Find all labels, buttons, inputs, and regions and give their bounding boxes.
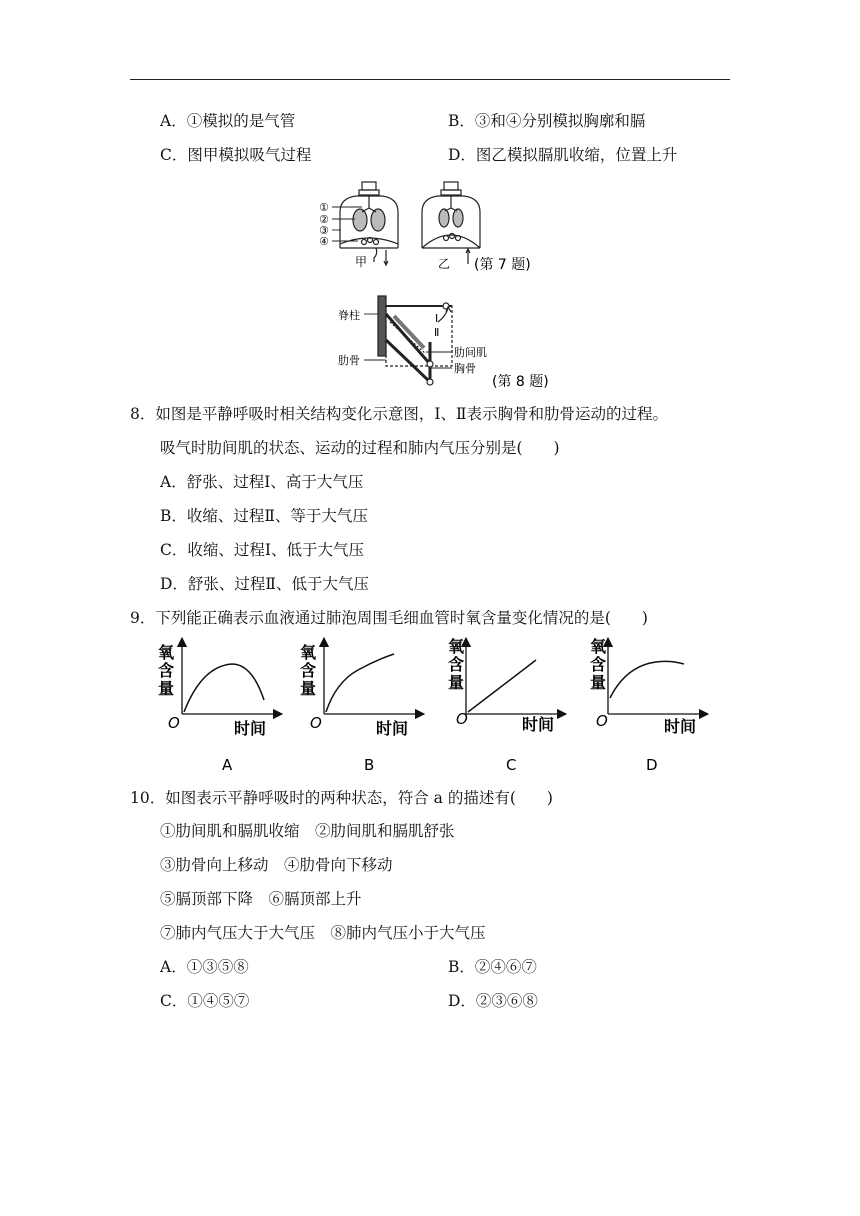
- q10-stem: 10．如图表示平静呼吸时的两种状态，符合 a 的描述有( ): [130, 789, 553, 807]
- figure-8-rib-model: [334, 292, 564, 392]
- q9-graphs: [150, 636, 720, 781]
- figure-7-bell-jar-model: [318, 178, 548, 278]
- figure-8-caption: (第 8 题): [492, 374, 549, 390]
- x-label: 时间: [522, 715, 555, 734]
- q10-items-line4: ⑦肺内气压大于大气压 ⑧肺内气压小于大气压: [160, 924, 486, 942]
- y-label-char-2: 含: [300, 661, 317, 680]
- q8-option-c[interactable]: C．收缩、过程Ⅰ、低于大气压: [160, 541, 364, 559]
- y-label-char-1: 氧: [300, 643, 317, 662]
- origin-label: O: [596, 712, 608, 730]
- graph-b[interactable]: [300, 642, 420, 774]
- q8-option-b[interactable]: B．收缩、过程Ⅱ、等于大气压: [160, 507, 368, 525]
- curve-a: [184, 664, 264, 712]
- marker-4: ④: [319, 235, 329, 248]
- q8-stem-line1: 8．如图是平静呼吸时相关结构变化示意图，Ⅰ、Ⅱ表示胸骨和肋骨运动的过程。: [130, 405, 669, 423]
- q8-option-a[interactable]: A．舒张、过程Ⅰ、高于大气压: [160, 473, 364, 491]
- label-intercostal-muscle: 肋间肌: [454, 346, 487, 359]
- y-label-char-3: 量: [448, 673, 465, 692]
- q10-items-line3: ⑤膈顶部下降 ⑥膈顶部上升: [160, 890, 362, 908]
- x-label: 时间: [234, 719, 267, 738]
- graph-c-label: C: [506, 756, 517, 774]
- marker-2: ②: [319, 213, 329, 226]
- y-label-char-1: 氧: [448, 637, 465, 656]
- y-label-char-3: 量: [590, 673, 607, 692]
- q8-stem-line2: 吸气时肋间肌的状态、运动的过程和肺内气压分别是( ): [160, 439, 560, 457]
- graph-d[interactable]: [590, 637, 704, 774]
- y-label-char-2: 含: [590, 655, 607, 674]
- origin-label: O: [310, 714, 322, 732]
- q10-items-line1: ①肋间肌和膈肌收缩 ②肋间肌和膈肌舒张: [160, 822, 455, 840]
- q8-option-d[interactable]: D．舒张、过程Ⅱ、低于大气压: [160, 575, 369, 593]
- label-rib: 肋骨: [338, 354, 360, 367]
- q7-option-a[interactable]: A．①模拟的是气管: [160, 112, 296, 130]
- curve-c: [468, 660, 536, 712]
- header-rule: [130, 79, 730, 80]
- label-spine: 脊柱: [338, 309, 360, 322]
- curve-b: [326, 654, 394, 712]
- marker-1: ①: [319, 201, 329, 214]
- label-process-II: Ⅱ: [434, 326, 440, 339]
- y-label-char-3: 量: [300, 679, 317, 698]
- bell-jar-jia: [340, 182, 398, 265]
- q10-option-a[interactable]: A．①③⑤⑧: [160, 958, 249, 976]
- y-label-char-2: 含: [158, 661, 175, 680]
- q7-option-c[interactable]: C．图甲模拟吸气过程: [160, 146, 312, 164]
- graph-b-label: B: [364, 756, 375, 774]
- y-label-char-1: 氧: [590, 637, 607, 656]
- x-label: 时间: [376, 719, 409, 738]
- q7-option-d[interactable]: D．图乙模拟膈肌收缩，位置上升: [448, 146, 678, 164]
- y-label-char-3: 量: [158, 679, 175, 698]
- q10-items-line2: ③肋骨向上移动 ④肋骨向下移动: [160, 856, 393, 874]
- rib-sternum-diagram: [364, 296, 452, 385]
- curve-d: [610, 661, 684, 698]
- label-process-I: Ⅰ: [435, 312, 439, 325]
- graph-c[interactable]: [448, 637, 562, 774]
- label-sternum: 胸骨: [454, 362, 476, 375]
- q10-option-c[interactable]: C．①④⑤⑦: [160, 992, 250, 1010]
- y-label-char-2: 含: [448, 655, 465, 674]
- q10-option-b[interactable]: B．②④⑥⑦: [448, 958, 537, 976]
- graph-d-label: D: [646, 756, 658, 774]
- q7-option-b[interactable]: B．③和④分别模拟胸廓和膈: [448, 112, 646, 130]
- label-jia: 甲: [355, 255, 368, 269]
- marker-3: ③: [319, 224, 329, 237]
- x-label: 时间: [664, 717, 697, 736]
- y-label-char-1: 氧: [158, 643, 175, 662]
- graph-a-label: A: [222, 756, 233, 774]
- q9-stem: 9．下列能正确表示血液通过肺泡周围毛细血管时氧含量变化情况的是( ): [130, 609, 648, 627]
- figure-7-caption: (第 7 题): [474, 257, 531, 273]
- graph-a[interactable]: [158, 642, 278, 774]
- label-yi: 乙: [438, 257, 451, 271]
- origin-label: O: [168, 714, 180, 732]
- q10-option-d[interactable]: D．②③⑥⑧: [448, 992, 538, 1010]
- origin-label: O: [456, 710, 468, 728]
- bell-jar-yi: [422, 182, 480, 264]
